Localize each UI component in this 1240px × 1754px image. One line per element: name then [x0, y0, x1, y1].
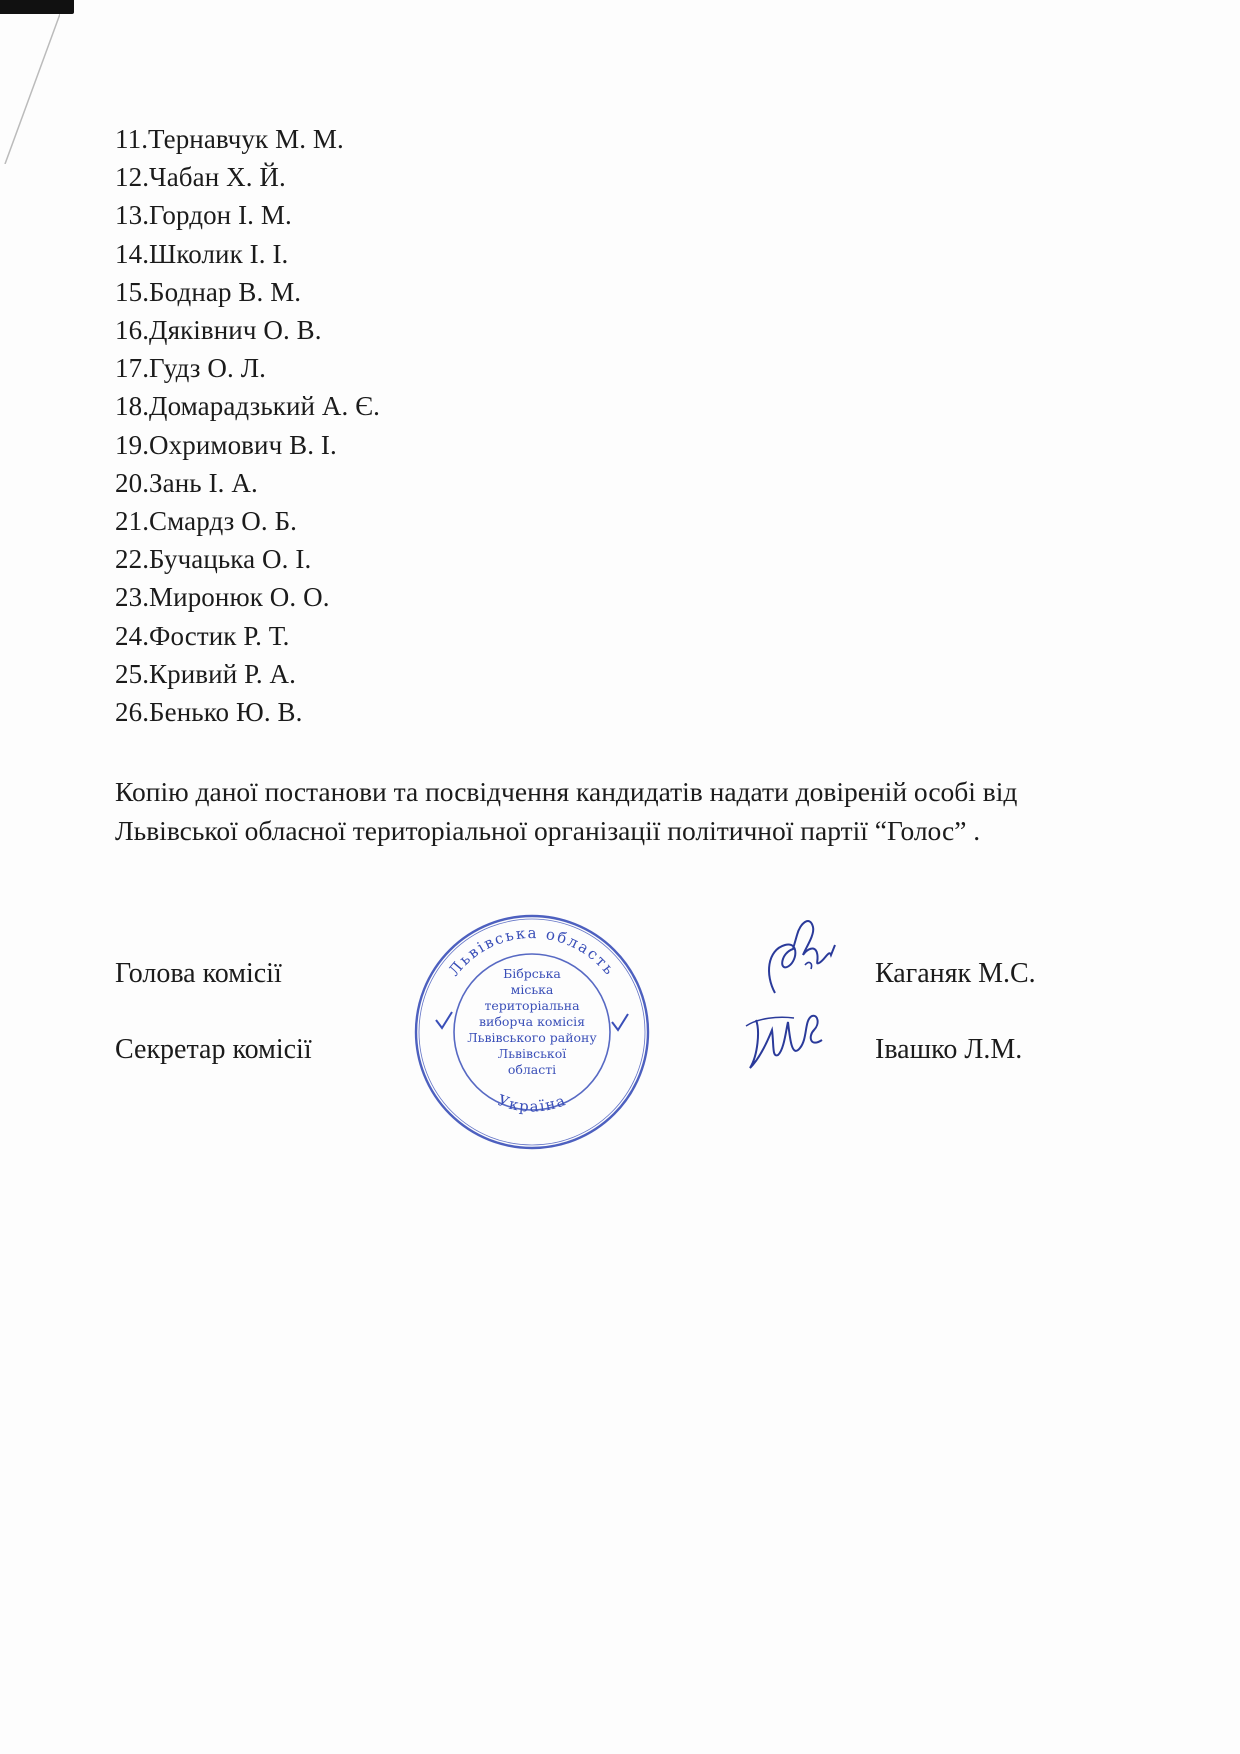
stamp-inner-line: виборча комісія [478, 1014, 586, 1029]
chair-label: Голова комісії [115, 958, 282, 989]
secretary-label: Секретар комісії [115, 1034, 312, 1065]
stamp-outer-bottom-text: Україна [495, 1090, 569, 1116]
scan-edge-line [0, 14, 60, 164]
candidate-item: 22.Бучацька О. І. [115, 544, 312, 575]
candidate-item: 21.Смардз О. Б. [115, 506, 298, 537]
candidate-item: 12.Чабан Х. Й. [115, 162, 286, 193]
stamp-inner-line: Бібрська [503, 966, 561, 981]
stamp-check-right-icon [612, 1014, 628, 1030]
candidate-item: 15.Боднар В. М. [115, 276, 302, 307]
stamp-inner-line: міська [510, 982, 554, 997]
scan-corner-mark [0, 0, 74, 14]
candidate-item: 14.Школик І. І. [115, 238, 289, 269]
candidate-item: 19.Охримович В. І. [115, 429, 337, 460]
candidate-item: 25.Кривий Р. А. [115, 658, 296, 689]
candidate-item: 18.Домарадзький А. Є. [115, 391, 381, 422]
resolution-paragraph: Копію даної постанови та посвідчення кандидатів надати довіреній особі від Львівської обласної територіальної організації політичної партії “Голос” . [115, 776, 1018, 846]
candidate-item: 17.Гудз О. Л. [115, 353, 266, 384]
candidate-item: 26.Бенько Ю. В. [115, 697, 303, 728]
secretary-name: Івашко Л.М. [875, 1034, 1023, 1065]
stamp-outer-top-text: Львівська область [444, 923, 620, 980]
candidate-item: 20.Зань І. А. [115, 467, 258, 498]
stamp-inner-line: області [507, 1062, 557, 1077]
chair-name: Каганяк М.С. [875, 958, 1036, 989]
stamp-inner-line: Львівської [497, 1046, 567, 1061]
official-stamp [412, 912, 652, 1152]
candidate-item: 24.Фостик Р. Т. [115, 620, 290, 651]
svg-text:Україна [495, 1091, 569, 1116]
candidate-item: 23.Миронюк О. О. [115, 582, 330, 613]
stamp-check-left-icon [436, 1012, 452, 1028]
stamp-inner-line: територіальна [484, 998, 580, 1013]
chair-signature [745, 905, 860, 1005]
stamp-inner-line: Львівського району [467, 1030, 597, 1045]
secretary-signature [738, 1000, 848, 1080]
candidate-list [115, 120, 380, 731]
candidate-item: 16.Дяківнич О. В. [115, 315, 322, 346]
candidate-item: 13.Гордон І. М. [115, 200, 292, 231]
candidate-item: 11.Тернавчук М. М. [115, 124, 344, 154]
